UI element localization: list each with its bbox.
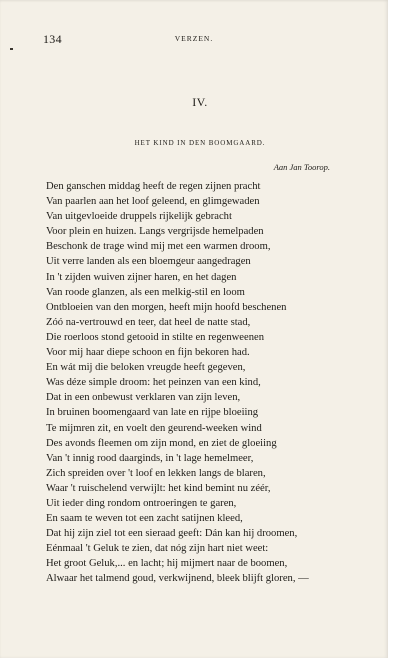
poem-line: Den ganschen middag heeft de regen zijnen pracht <box>46 181 261 192</box>
poem-body <box>46 179 309 587</box>
running-head: VERZEN. <box>174 34 214 43</box>
poem-line: Van roode glanzen, als een melkig-stil en loom <box>46 286 245 298</box>
poem-line: Te mijmren zit, en voelt den geurend-weeken wind <box>46 422 262 434</box>
poem-line: Dat hij zijn ziel tot een sieraad geeft: Dán kan hij droomen, <box>46 528 298 540</box>
poem-line: Des avonds fleemen om zijn mond, en ziet de gloeiing <box>46 437 277 449</box>
poem-line: Ontbloeien van den morgen, heeft mijn hoofd beschenen <box>46 301 287 313</box>
margin-mark <box>10 48 13 50</box>
poem-line: Die roerloos stond getooid in stilte en regenweenen <box>46 331 264 343</box>
poem-line: Eénmaal 't Geluk te zien, dat nóg zijn hart niet weet: <box>46 543 269 555</box>
poem-line: En wát mij die beloken vreugde heeft gegeven, <box>46 362 246 374</box>
page-number: 134 <box>43 32 62 46</box>
poem-line: Voor plein en huizen. Langs vergrijsde hemelpaden <box>46 226 264 238</box>
poem-line: Uit ieder ding rondom ontroeringen te garen, <box>46 497 237 509</box>
poem-line: Beschonk de trage wind mij met een warmen droom, <box>46 241 271 253</box>
dedication: Aan Jan Toorop. <box>273 162 330 172</box>
poem-line: Waar 't ruischelend verwijlt: het kind bemint nu zéér, <box>46 482 271 494</box>
poem-line: Alwaar het talmend goud, verkwijnend, bleek blijft gloren, — <box>46 573 309 585</box>
poem-line: In bruinen boomengaard van late en rijpe bloeiing <box>46 407 259 419</box>
section-number: IV. <box>192 95 208 109</box>
poem-line: Zich spreiden over 't loof en lekken langs de blaren, <box>46 467 266 479</box>
poem-line: Van uitgevloeide druppels rijkelijk gebracht <box>46 211 232 223</box>
poem-line: Was déze simple droom: het peinzen van een kind, <box>46 377 261 389</box>
poem-line: In 't zijden wuiven zijner haren, en het dagen <box>46 271 237 283</box>
poem-line: Van 't innig rood daarginds, in 't lage hemelmeer, <box>46 452 254 464</box>
poem-line: Van paarlen aan het loof geleend, en glimgewaden <box>46 196 260 208</box>
poem-line: Uit verre landen als een bloemgeur aangedragen <box>46 256 251 268</box>
poem-line: En saam te weven tot een zacht satijnen kleed, <box>46 513 243 525</box>
poem-title: HET KIND IN DEN BOOMGAARD. <box>134 139 266 147</box>
poem-line: Zóó na-vertrouwd en teer, dat heel de natte stad, <box>46 316 251 328</box>
poem-line: Dat in een onbewust verklaren van zijn leven, <box>46 392 241 404</box>
poem-line: Het groot Geluk,... en lacht; hij mijmert naar de boomen, <box>46 558 288 570</box>
poem-line: Voor mij haar diepe schoon en fijn bekoren had. <box>46 347 250 359</box>
